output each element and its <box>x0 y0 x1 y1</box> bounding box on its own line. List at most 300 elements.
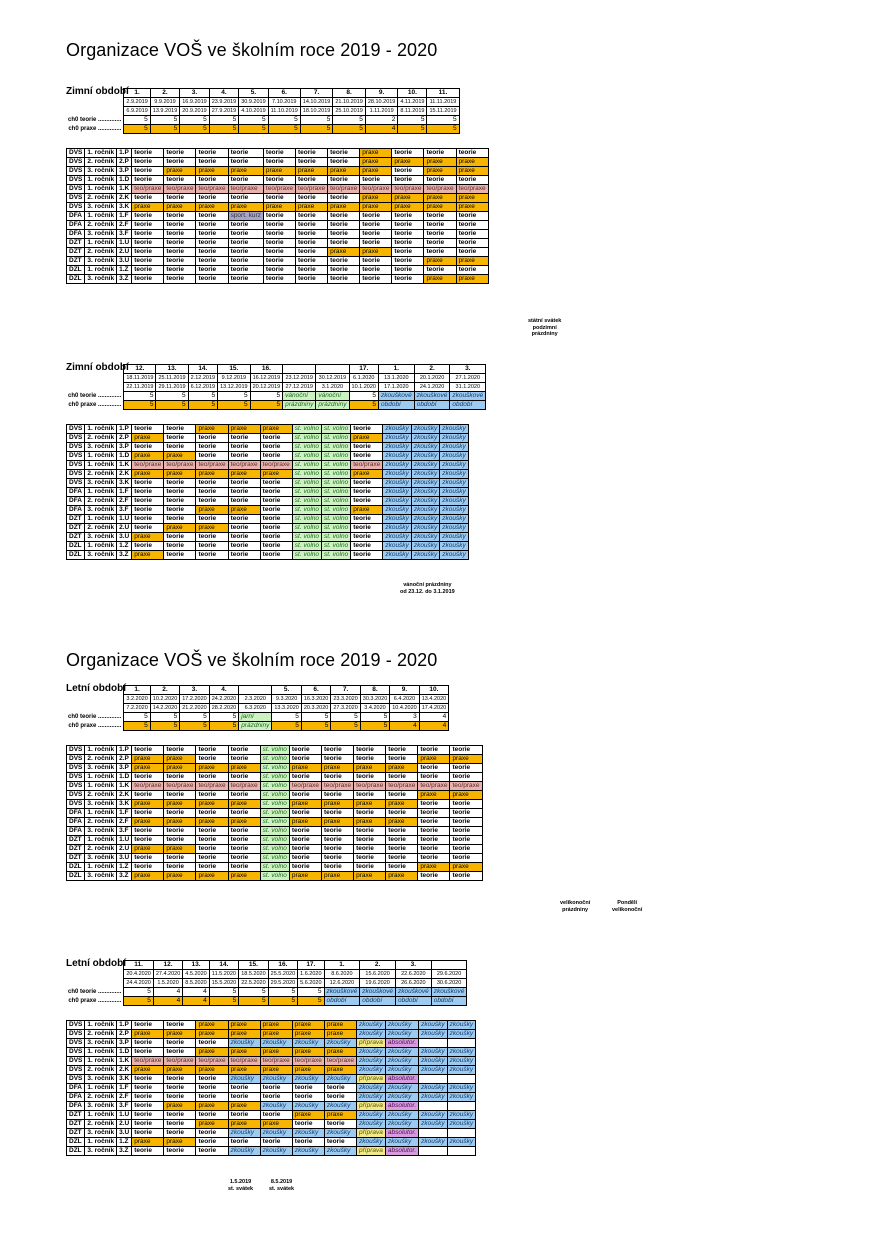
table-row <box>67 800 483 809</box>
class-code-cell: 3.P <box>117 443 132 452</box>
schedule-cell: zkoušky <box>447 1030 475 1039</box>
schedule-cell <box>447 1075 475 1084</box>
praxe-cell: období <box>378 401 414 410</box>
schedule-cell: teorie <box>360 266 392 275</box>
schedule-cell: teorie <box>322 791 354 800</box>
schedule-cell: teorie <box>322 746 354 755</box>
week-cell: 12. <box>153 961 182 970</box>
teorie-cell: 5 <box>150 713 179 722</box>
class-code-cell: 3.F <box>117 827 132 836</box>
schedule-cell: zkoušky <box>383 488 411 497</box>
year-cell: 2. ročník <box>85 248 117 257</box>
week-cell: 11. <box>124 961 153 970</box>
schedule-cell: praxe <box>164 470 196 479</box>
schedule-cell: st. volno <box>260 863 289 872</box>
schedule-cell: zkoušky <box>411 479 439 488</box>
schedule-cell: teorie <box>196 827 228 836</box>
year-cell: 2. ročník <box>85 791 117 800</box>
schedule-cell: praxe <box>424 203 456 212</box>
schedule-cell: zkoušky <box>440 515 468 524</box>
schedule-cell: teorie <box>228 1111 260 1120</box>
schedule-cell: praxe <box>164 872 196 881</box>
class-code-cell: 3.Z <box>117 551 132 560</box>
schedule-cell: praxe <box>456 194 488 203</box>
schedule-cell: teorie <box>322 854 354 863</box>
schedule-cell: teorie <box>324 1120 356 1129</box>
schedule-cell: praxe <box>424 167 456 176</box>
schedule-cell: zkoušky <box>440 452 468 461</box>
week-cell: 17. <box>349 365 378 374</box>
schedule-cell: praxe <box>292 1111 324 1120</box>
schedule-cell: zkoušky <box>292 1075 324 1084</box>
table-row <box>67 542 469 551</box>
schedule-cell: teorie <box>450 800 482 809</box>
teorie-cell: 5 <box>331 713 360 722</box>
schedule-cell: zkoušky <box>357 1048 386 1057</box>
school-code-cell: DFA <box>67 212 85 221</box>
to-cell: 31.1.2020 <box>450 383 486 392</box>
year-cell: 1. ročník <box>85 488 117 497</box>
schedule-cell: teorie <box>164 497 196 506</box>
table-row <box>67 266 489 275</box>
schedule-cell: teorie <box>289 809 321 818</box>
praxe-cell: 4 <box>183 997 209 1006</box>
table-row <box>67 1057 476 1066</box>
schedule-cell: teorie <box>132 524 164 533</box>
teorie-cell: 5 <box>301 713 330 722</box>
schedule-cell: teorie <box>228 488 260 497</box>
schedule-cell: st. volno <box>322 425 351 434</box>
year-cell: 1. ročník <box>85 515 117 524</box>
schedule-cell: teorie <box>296 194 328 203</box>
teorie-cell: zkouškové <box>431 988 467 997</box>
schedule-cell: teorie <box>424 212 456 221</box>
schedule-cell: zkoušky <box>260 1039 292 1048</box>
school-code-cell: DFA <box>67 221 85 230</box>
table-row <box>67 488 469 497</box>
to-cell: 7.2.2020 <box>124 704 150 713</box>
from-cell: 22.6.2020 <box>395 970 431 979</box>
schedule-cell: praxe <box>196 1030 228 1039</box>
holiday-note: státní svátek podzimní prázdniny <box>528 318 562 337</box>
class-code-cell: 1.Z <box>117 542 132 551</box>
praxe-cell: 4 <box>365 125 398 134</box>
schedule-cell: zkoušky <box>440 506 468 515</box>
schedule-cell: praxe <box>196 167 228 176</box>
schedule-cell: teo/praxe <box>424 185 456 194</box>
holiday-note: Pondělí velikonoční <box>612 900 643 913</box>
to-cell: 20.3.2020 <box>301 704 330 713</box>
table-row <box>67 497 469 506</box>
schedule-cell: st. volno <box>322 551 351 560</box>
class-code-cell: 1.F <box>117 488 132 497</box>
class-code-cell: 1.P <box>117 1021 132 1030</box>
schedule-cell: teorie <box>386 854 418 863</box>
schedule-cell: teorie <box>196 845 228 854</box>
schedule-cell: teorie <box>164 836 196 845</box>
schedule-cell: praxe <box>386 800 418 809</box>
schedule-cell: praxe <box>289 764 321 773</box>
table-row <box>67 425 469 434</box>
schedule-cell: praxe <box>196 1066 228 1075</box>
school-code-cell: DFA <box>67 1093 85 1102</box>
to-cell: 19.6.2020 <box>360 979 396 988</box>
schedule-cell: teorie <box>196 773 228 782</box>
school-code-cell: DVŠ <box>67 434 85 443</box>
table-row <box>67 176 489 185</box>
to-cell: 21.2.2020 <box>180 704 209 713</box>
school-code-cell: DVŠ <box>67 1021 85 1030</box>
table-row <box>67 470 469 479</box>
week-header-table <box>66 88 460 134</box>
schedule-cell: praxe <box>351 506 383 515</box>
schedule-cell: praxe <box>354 800 386 809</box>
schedule-cell: teorie <box>456 230 488 239</box>
schedule-cell: praxe <box>196 506 228 515</box>
year-cell: 1. ročník <box>85 1084 117 1093</box>
row-caption <box>66 383 124 392</box>
schedule-cell: praxe <box>386 872 418 881</box>
schedule-cell: teorie <box>132 1075 164 1084</box>
schedule-cell: teorie <box>228 497 260 506</box>
schedule-cell: teorie <box>386 746 418 755</box>
table-row <box>67 773 483 782</box>
schedule-cell: teorie <box>196 158 228 167</box>
schedule-cell: zkoušky <box>419 1093 447 1102</box>
schedule-cell: zkoušky <box>447 1057 475 1066</box>
week-cell: 2. <box>360 961 396 970</box>
class-code-cell: 1.P <box>117 746 132 755</box>
class-code-cell: 2.P <box>117 434 132 443</box>
year-cell: 1. ročník <box>85 185 117 194</box>
teorie-cell: 5 <box>360 713 389 722</box>
schedule-cell: praxe <box>450 755 482 764</box>
praxe-cell: 4 <box>390 722 419 731</box>
year-cell: 1. ročník <box>85 1021 117 1030</box>
praxe-cell: 5 <box>239 125 268 134</box>
school-code-cell: DZT <box>67 257 85 266</box>
schedule-cell: teorie <box>164 176 196 185</box>
from-cell: 20.4.2020 <box>124 970 153 979</box>
schedule-cell: zkoušky <box>440 443 468 452</box>
table-row <box>67 809 483 818</box>
schedule-cell: teorie <box>296 149 328 158</box>
schedule-cell: teorie <box>164 1147 196 1156</box>
schedule-cell: teorie <box>351 542 383 551</box>
school-code-cell: DFA <box>67 506 85 515</box>
praxe-cell: období <box>360 997 396 1006</box>
year-cell: 2. ročník <box>85 1030 117 1039</box>
schedule-cell: teorie <box>456 149 488 158</box>
schedule-cell: teorie <box>392 176 424 185</box>
schedule-cell: teorie <box>424 266 456 275</box>
year-cell: 1. ročník <box>85 809 117 818</box>
schedule-cell: teorie <box>196 791 228 800</box>
schedule-cell: praxe <box>132 203 164 212</box>
to-cell: 29.11.2019 <box>156 383 188 392</box>
schedule-cell: teorie <box>386 773 418 782</box>
year-cell: 3. ročník <box>85 1039 117 1048</box>
schedule-cell: teorie <box>263 248 295 257</box>
teorie-cell: 5 <box>239 988 268 997</box>
schedule-cell: teorie <box>228 863 260 872</box>
schedule-cell: teorie <box>132 1021 164 1030</box>
schedule-cell: praxe <box>263 203 295 212</box>
to-cell: 13.3.2020 <box>272 704 301 713</box>
schedule-cell: teorie <box>296 257 328 266</box>
year-cell: 3. ročník <box>85 1102 117 1111</box>
week-header-table <box>66 364 486 410</box>
schedule-cell: teorie <box>351 479 383 488</box>
schedule-cell: praxe <box>228 167 263 176</box>
schedule-cell: praxe <box>424 194 456 203</box>
table-row <box>67 1093 476 1102</box>
schedule-cell: teorie <box>392 149 424 158</box>
from-cell: 13.1.2020 <box>378 374 414 383</box>
year-cell: 1. ročník <box>85 773 117 782</box>
praxe-cell: prázdniny <box>283 401 316 410</box>
schedule-cell: teorie <box>289 854 321 863</box>
schedule-cell: praxe <box>164 1066 196 1075</box>
schedule-cell: teorie <box>132 1147 164 1156</box>
schedule-cell: zkoušky <box>324 1147 356 1156</box>
schedule-cell: teorie <box>260 488 292 497</box>
schedule-cell: teo/praxe <box>164 782 196 791</box>
week-cell: 1. <box>324 961 360 970</box>
schedule-cell: teorie <box>324 1093 356 1102</box>
schedule-cell: teorie <box>324 1138 356 1147</box>
schedule-cell: st. volno <box>260 827 289 836</box>
schedule-cell: teorie <box>228 230 263 239</box>
week-cell: 13. <box>156 365 188 374</box>
schedule-cell: teorie <box>196 149 228 158</box>
year-cell: 2. ročník <box>85 1120 117 1129</box>
schedule-cell: praxe <box>164 800 196 809</box>
schedule-cell: teo/praxe <box>354 782 386 791</box>
class-code-cell: 2.K <box>117 791 132 800</box>
praxe-cell: období <box>414 401 450 410</box>
schedule-cell: příprava <box>357 1129 386 1138</box>
schedule-cell: teo/praxe <box>260 461 292 470</box>
schedule-cell: teorie <box>164 1075 196 1084</box>
schedule-cell: teorie <box>328 158 360 167</box>
year-cell: 2. ročník <box>85 221 117 230</box>
schedule-cell: teorie <box>196 443 228 452</box>
teorie-cell: zkouškové <box>450 392 486 401</box>
schedule-cell: teorie <box>354 863 386 872</box>
teorie-cell: 5 <box>333 116 366 125</box>
class-code-cell: 1.P <box>117 425 132 434</box>
schedule-cell: teorie <box>386 827 418 836</box>
schedule-cell: praxe <box>324 1030 356 1039</box>
schedule-cell: praxe <box>456 257 488 266</box>
schedule-cell: praxe <box>260 1021 292 1030</box>
schedule-cell: teorie <box>450 818 482 827</box>
to-cell: 5.6.2020 <box>298 979 324 988</box>
to-cell: 20.9.2019 <box>180 107 209 116</box>
school-code-cell: DZT <box>67 1111 85 1120</box>
school-code-cell: DVŠ <box>67 1066 85 1075</box>
to-cell: 29.5.2020 <box>268 979 297 988</box>
schedule-cell: teorie <box>196 809 228 818</box>
schedule-cell: zkoušky <box>383 461 411 470</box>
praxe-cell: období <box>431 997 467 1006</box>
teorie-cell: 4 <box>153 988 182 997</box>
schedule-cell: zkoušky <box>292 1129 324 1138</box>
schedule-cell: teorie <box>228 746 260 755</box>
schedule-cell: příprava <box>357 1147 386 1156</box>
teorie-cell: 5 <box>156 392 188 401</box>
schedule-cell: zkoušky <box>440 551 468 560</box>
table-row <box>67 1048 476 1057</box>
school-code-cell: DVŠ <box>67 194 85 203</box>
week-cell: 2. <box>414 365 450 374</box>
schedule-cell: zkoušky <box>385 1084 418 1093</box>
schedule-cell: praxe <box>132 845 164 854</box>
schedule-cell: teorie <box>196 542 228 551</box>
schedule-cell: teorie <box>289 845 321 854</box>
to-cell: 27.9.2019 <box>209 107 238 116</box>
week-cell: 1. <box>124 89 150 98</box>
to-cell: 30.6.2020 <box>431 979 467 988</box>
schedule-cell: zkoušky <box>385 1093 418 1102</box>
schedule-cell: zkoušky <box>357 1057 386 1066</box>
schedule-cell: st. volno <box>322 488 351 497</box>
schedule-cell: st. volno <box>292 515 321 524</box>
schedule-cell: zkoušky <box>440 425 468 434</box>
schedule-cell: teorie <box>289 746 321 755</box>
praxe-cell: 5 <box>349 401 378 410</box>
schedule-cell: teorie <box>386 755 418 764</box>
schedule-cell: teorie <box>351 515 383 524</box>
schedule-cell: zkoušky <box>411 425 439 434</box>
week-cell: 12. <box>124 365 156 374</box>
from-cell: 11.5.2020 <box>209 970 238 979</box>
week-cell: 3. <box>180 686 209 695</box>
schedule-cell: teorie <box>263 266 295 275</box>
year-cell: 3. ročník <box>85 230 117 239</box>
schedule-cell: praxe <box>289 800 321 809</box>
to-cell: 22.5.2020 <box>239 979 268 988</box>
schedule-cell: zkoušky <box>260 1075 292 1084</box>
row-caption <box>66 98 124 107</box>
schedule-cell: teorie <box>424 230 456 239</box>
week-cell: 16. <box>268 961 297 970</box>
schedule-cell: teo/praxe <box>386 782 418 791</box>
table-row <box>67 506 469 515</box>
schedule-cell: zkoušky <box>324 1039 356 1048</box>
schedule-cell: st. volno <box>260 845 289 854</box>
table-row <box>67 827 483 836</box>
schedule-cell: zkoušky <box>419 1021 447 1030</box>
schedule-cell: teorie <box>196 239 228 248</box>
schedule-cell: teorie <box>164 854 196 863</box>
table-row <box>67 1102 476 1111</box>
to-cell: 27.12.2019 <box>283 383 316 392</box>
from-cell: 8.6.2020 <box>324 970 360 979</box>
schedule-cell: praxe <box>228 1048 260 1057</box>
schedule-cell: teorie <box>392 275 424 284</box>
schedule-cell: praxe <box>322 764 354 773</box>
schedule-cell: zkoušky <box>440 497 468 506</box>
schedule-cell: teorie <box>450 845 482 854</box>
schedule-cell: teorie <box>196 533 228 542</box>
school-code-cell: DVŠ <box>67 158 85 167</box>
schedule-cell: praxe <box>424 257 456 266</box>
class-code-cell: 2.K <box>117 194 132 203</box>
to-cell: 1.5.2020 <box>153 979 182 988</box>
schedule-cell: teorie <box>263 221 295 230</box>
schedule-cell: teorie <box>418 854 450 863</box>
teorie-cell: 5 <box>239 116 268 125</box>
class-code-cell: 3.P <box>117 764 132 773</box>
class-code-cell: 3.F <box>117 506 132 515</box>
teorie-cell: 5 <box>124 988 153 997</box>
schedule-cell: praxe <box>351 434 383 443</box>
from-cell: 27.4.2020 <box>153 970 182 979</box>
from-cell: 23.12.2019 <box>283 374 316 383</box>
to-cell: 24.4.2020 <box>124 979 153 988</box>
schedule-cell: absolutor. <box>385 1102 418 1111</box>
schedule-cell: praxe <box>360 194 392 203</box>
schedule-cell: praxe <box>164 167 196 176</box>
year-cell: 3. ročník <box>85 479 117 488</box>
year-cell: 1. ročník <box>85 746 117 755</box>
schedule-cell: praxe <box>228 800 260 809</box>
schedule-cell: teorie <box>328 149 360 158</box>
schedule-cell: teorie <box>132 167 164 176</box>
school-code-cell: DVŠ <box>67 443 85 452</box>
schedule-cell: teorie <box>132 1093 164 1102</box>
schedule-cell: teorie <box>164 1048 196 1057</box>
teorie-cell: 5 <box>209 988 238 997</box>
school-code-cell: DFA <box>67 1084 85 1093</box>
school-code-cell: DFA <box>67 809 85 818</box>
to-cell: 27.3.2020 <box>331 704 360 713</box>
schedule-cell: teorie <box>392 248 424 257</box>
schedule-cell: teorie <box>260 515 292 524</box>
schedule-cell: praxe <box>132 452 164 461</box>
year-cell: 3. ročník <box>85 764 117 773</box>
schedule-cell: teorie <box>196 230 228 239</box>
schedule-cell: teorie <box>289 791 321 800</box>
schedule-cell: teorie <box>296 230 328 239</box>
schedule-cell: st. volno <box>322 452 351 461</box>
schedule-cell: st. volno <box>292 470 321 479</box>
schedule-cell: zkoušky <box>447 1048 475 1057</box>
schedule-cell: zkoušky <box>385 1030 418 1039</box>
schedule-cell: teorie <box>354 845 386 854</box>
to-cell: 6.12.2019 <box>188 383 217 392</box>
schedule-cell: teorie <box>450 773 482 782</box>
schedule-cell: teorie <box>450 764 482 773</box>
class-code-cell: 3.Z <box>117 872 132 881</box>
class-code-cell: 1.K <box>117 782 132 791</box>
schedule-cell: teorie <box>296 275 328 284</box>
schedule-cell: teorie <box>322 836 354 845</box>
praxe-cell: období <box>395 997 431 1006</box>
schedule-cell: teorie <box>292 1084 324 1093</box>
row-caption: ch0 praxe .............. <box>68 402 122 408</box>
schedule-cell: st. volno <box>260 809 289 818</box>
year-cell: 2. ročník <box>85 497 117 506</box>
schedule-cell: teorie <box>132 443 164 452</box>
schedule-cell: teorie <box>132 809 164 818</box>
school-code-cell: DZL <box>67 1147 85 1156</box>
schedule-cell: absolutor. <box>385 1075 418 1084</box>
schedule-cell: teorie <box>132 248 164 257</box>
praxe-cell: prázdniny <box>316 401 349 410</box>
